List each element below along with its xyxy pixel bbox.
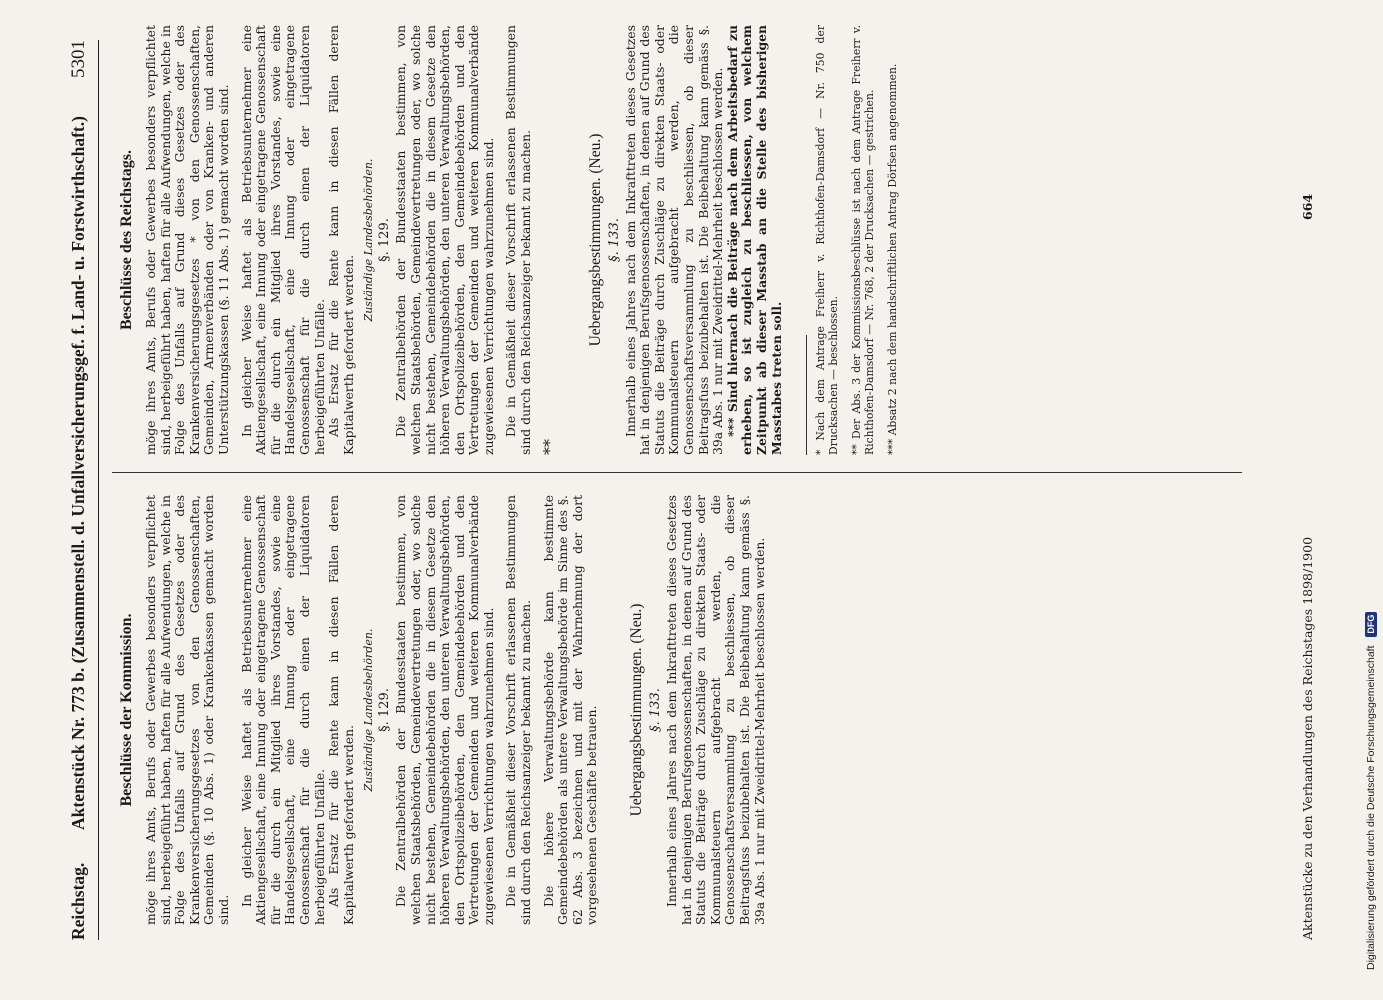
right-paragraph-4: Die Zentralbehörden der Bundesstaaten bestimmen, von welchen Staatsbehörden, Gemeindevertretungen oder, wo solche nicht bestehen, Gemeindebehörden die in diesem Gesetze den höheren Verwaltungsbehörden, den unteren Verwaltungsbehörden, den Ortspolizeibehörden, den Gemeindebehörden und den Vertretungen der Gemeinden und weiteren Kommunalverbände zugewiesenen Verrichtungen wahrzunehmen sind.: [393, 25, 496, 455]
left-paragraph-2: In gleicher Weise haftet als Betriebsunternehmer eine Aktiengesellschaft, eine Innung oder eingetragene Genossenschaft für die durch ein Mitglied ihres Vorstandes, sowie eine Handelsgesellschaft, eine Innung oder eingetragene Genossenschaft für die durch einen der Liquidatoren herbeigeführten Unfälle.: [238, 495, 327, 925]
header-title: Aktenstück Nr. 773 b. (Zusammenstell. d. Unfallversicherungsgef. f. Land- u. Forstwirthschaft.): [68, 116, 88, 830]
digitization-text: Digitalisierung gefördert durch die Deutsche Forschungsgemeinschaft: [1365, 645, 1377, 970]
right-footnote-1: * Nach dem Antrage Freiherr v. Richthofen-Damsdorf — Nr. 750 der Drucksachen — beschlossen.: [814, 25, 840, 455]
right-section-title: Uebergangsbestimmungen. (Neu.): [586, 133, 604, 347]
right-paragraph-8: *** Sind hiernach die Beiträge nach dem Arbeitsbedarf zu erheben, so ist zugleich zu beschliessen, von welchem Zeitpunkt ab dieser Masstab an die Stelle des bisherigen Masstabes treten soll.: [724, 25, 784, 455]
right-footnote-3: *** Absatz 2 nach dem handschriftlichen Antrag Dörfsen angenommen.: [886, 63, 900, 455]
left-section-title: Uebergangsbestimmungen. (Neu.): [628, 603, 646, 817]
right-subhead: Zuständige Landesbehörden.: [362, 158, 376, 322]
left-paragraph-7: Innerhalb eines Jahres nach dem Inkrafttreten dieses Gesetzes hat in denjenigen Berufsgenossenschaften, in denen auf Grund des Statuts die Beiträge durch Zuschläge zu direkten Staats- oder Kommunalsteuern aufgebracht werden, die Genossenschaftsversammlung zu beschliessen, ob dieser Beitragsfuss beizubehalten ist. Die Beibehaltung kann gemäss §. 39a Abs. 1 nur mit Zweidrittel-Mehrheit beschlossen werden.: [664, 495, 767, 925]
right-stars: **: [539, 439, 559, 455]
right-column: [110, 25, 911, 455]
left-column: [110, 495, 767, 925]
left-section-133: §. 133.: [648, 688, 664, 732]
right-paragraph-5: Die in Gemäßheit dieser Vorschrift erlassenen Bestimmungen sind durch den Reichsanzeiger bekannt zu machen.: [503, 25, 534, 455]
header-left: Reichstag.: [68, 862, 88, 940]
digitization-note: [1365, 0, 1377, 970]
right-paragraph-3: Als Ersatz für die Rente kann in diesen Fällen deren Kapitalwerth gefordert werden.: [326, 25, 356, 455]
left-section-129: §. 129.: [377, 688, 393, 732]
footnote-rule: [806, 335, 807, 455]
page-footer: [1300, 40, 1326, 940]
left-subhead: Zuständige Landesbehörden.: [362, 628, 376, 792]
page-header: [62, 40, 99, 940]
footer-left: Aktenstücke zu den Verhandlungen des Reichstages 1898/1900: [1300, 536, 1315, 940]
left-column-heading: Beschlüsse der Kommission.: [118, 613, 135, 807]
right-section-129: §. 129.: [377, 218, 393, 262]
left-paragraph-1: möge ihres Amts, Berufs oder Gewerbes besonders verpflichtet sind, herbeigeführt haben, haften für alle Aufwendungen, welche in Folge des Unfalls auf Grund des Gesetzes oder des Krankenversicherungsgesetzes von den Genossenschaften, Gemeinden (§. 10 Abs. 1) oder Krankenkassen gemacht worden sind.: [143, 495, 231, 925]
header-page-number: 5301: [68, 40, 89, 78]
footer-page-number: 664: [1300, 193, 1315, 220]
right-column-heading: Beschlüsse des Reichstags.: [118, 150, 135, 331]
right-paragraph-7: Innerhalb eines Jahres nach dem Inkrafttreten dieses Gesetzes hat in denjenigen Berufsgenossenschaften, in denen auf Grund des Statuts die Beiträge durch Zuschläge zu direkten Staats- oder Kommunalsteuern aufgebracht werden, die Genossenschaftsversammlung zu beschliessen, ob dieser Beitragsfuss beizubehalten ist. Die Beibehaltung kann gemäss §. 39a Abs. 1 nur mit Zweidrittel-Mehrheit beschlossen werden.: [622, 25, 726, 455]
column-divider: [112, 472, 1242, 473]
left-paragraph-3: Als Ersatz für die Rente kann in diesen Fällen deren Kapitalwerth gefordert werden.: [326, 495, 356, 925]
right-paragraph-1: möge ihres Amts, Berufs oder Gewerbes besonders verpflichtet sind, herbeigeführt haben, haften für alle Aufwendungen, welche in Folge des Unfalls auf Grund dieses Gesetzes oder des Krankenversicherungsgesetzes * von den Genossenschaften, Gemeinden, Armenverbänden oder von Kranken- und anderen Unterstützungskassen (§. 11 Abs. 1) gemacht worden sind.: [143, 25, 231, 455]
right-footnote-2: ** Der Abs. 3 der Kommissionsbeschlüsse ist nach dem Antrage Freiherr v. Richthofen-Damsdorf — Nr. 768, 2 der Drucksachen — gestrichen.: [850, 25, 876, 455]
left-paragraph-5: Die in Gemäßheit dieser Vorschrift erlassenen Bestimmungen sind durch den Reichsanzeiger bekannt zu machen.: [503, 495, 534, 925]
left-paragraph-6: Die höhere Verwaltungsbehörde kann bestimmte Gemeindebehörden als untere Verwaltungsbehörde im Sinne des §. 62 Abs. 3 bezeichnen und mit der Wahrnehmung der dort vorgesehenen Geschäfte betrauen.: [540, 495, 600, 925]
left-paragraph-4: Die Zentralbehörden der Bundesstaaten bestimmen, von welchen Staatsbehörden, Gemeindevertretungen oder, wo solche nicht bestehen, Gemeindebehörden die in diesem Gesetze den höheren Verwaltungsbehörden, den unteren Verwaltungsbehörden, den Ortspolizeibehörden, den Gemeindebehörden und den Vertretungen der Gemeinden und weiteren Kommunalverbände zugewiesenen Verrichtungen wahrzunehmen sind.: [393, 495, 496, 925]
right-paragraph-2: In gleicher Weise haftet als Betriebsunternehmer eine Aktiengesellschaft, eine Innung oder eingetragene Genossenschaft für die durch ein Mitglied ihres Vorstandes, sowie eine Handelsgesellschaft, eine Innung oder eingetragene Genossenschaft für die durch einen der Liquidatoren herbeigeführten Unfälle.: [238, 25, 327, 455]
right-section-133: §. 133.: [606, 218, 622, 262]
dfg-logo: DFG: [1365, 612, 1377, 637]
